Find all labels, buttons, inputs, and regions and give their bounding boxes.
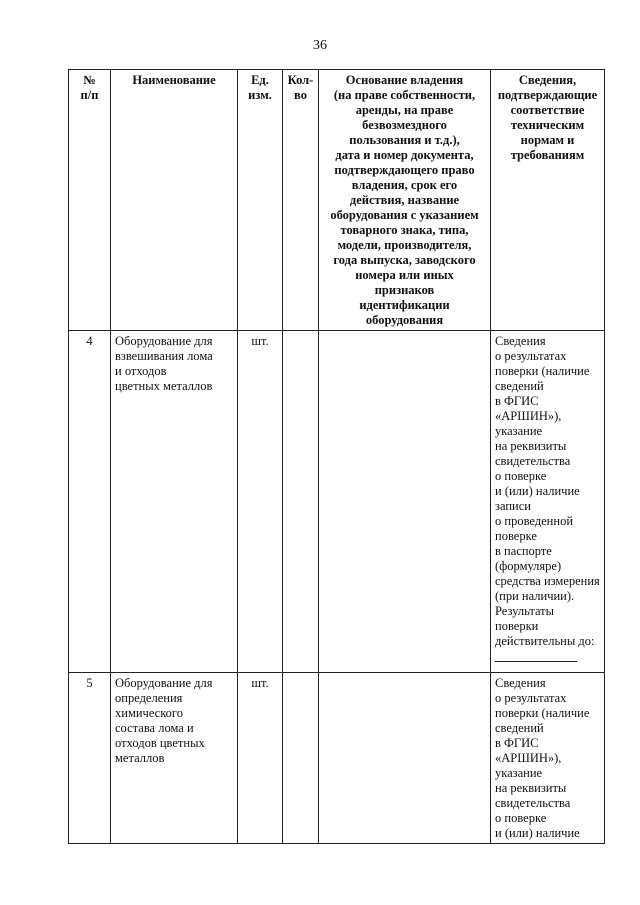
row-info: Сведения о результатах поверки (наличие сведений в ФГИС «АРШИН»), указание на реквизиты свидетельства о поверке и (или) наличие — [491, 673, 605, 844]
row-name: Оборудование для определения химического состава лома и отходов цветных металлов — [111, 673, 238, 844]
date-blank-line — [495, 651, 577, 662]
header-name: Наименование — [111, 70, 238, 331]
row-unit: шт. — [238, 673, 283, 844]
table-header-row — [69, 70, 605, 331]
row-qty — [283, 673, 319, 844]
header-qty: Кол- во — [283, 70, 319, 331]
row-num: 5 — [69, 673, 111, 844]
row-info: Сведения о результатах поверки (наличие сведений в ФГИС «АРШИН»), указание на реквизиты свидетельства о поверке и (или) наличие записи о проведенной поверке в паспорте (формуляре) средства измерения (при наличии). Результаты поверки действительны до: — [495, 334, 600, 648]
row-basis — [319, 331, 491, 673]
header-basis: Основание владения (на праве собственности, аренды, на праве безвозмездного пользования и т.д.), дата и номер документа, подтверждающего право владения, срок его действия, название оборудования с указанием товарного знака, типа, модели, производителя, года выпуска, заводского номера или иных признаков идентификации оборудования — [319, 70, 491, 331]
row-basis — [319, 673, 491, 844]
header-unit: Ед. изм. — [238, 70, 283, 331]
row-qty — [283, 331, 319, 673]
row-info-cell — [491, 331, 605, 673]
header-info: Сведения, подтверждающие соответствие техническим нормам и требованиям — [491, 70, 605, 331]
row-name: Оборудование для взвешивания лома и отходов цветных металлов — [111, 331, 238, 673]
equipment-table — [68, 69, 605, 844]
table-row — [69, 673, 605, 844]
row-unit: шт. — [238, 331, 283, 673]
row-num: 4 — [69, 331, 111, 673]
header-num: № п/п — [69, 70, 111, 331]
page-number: 36 — [313, 38, 327, 53]
table-row — [69, 331, 605, 673]
